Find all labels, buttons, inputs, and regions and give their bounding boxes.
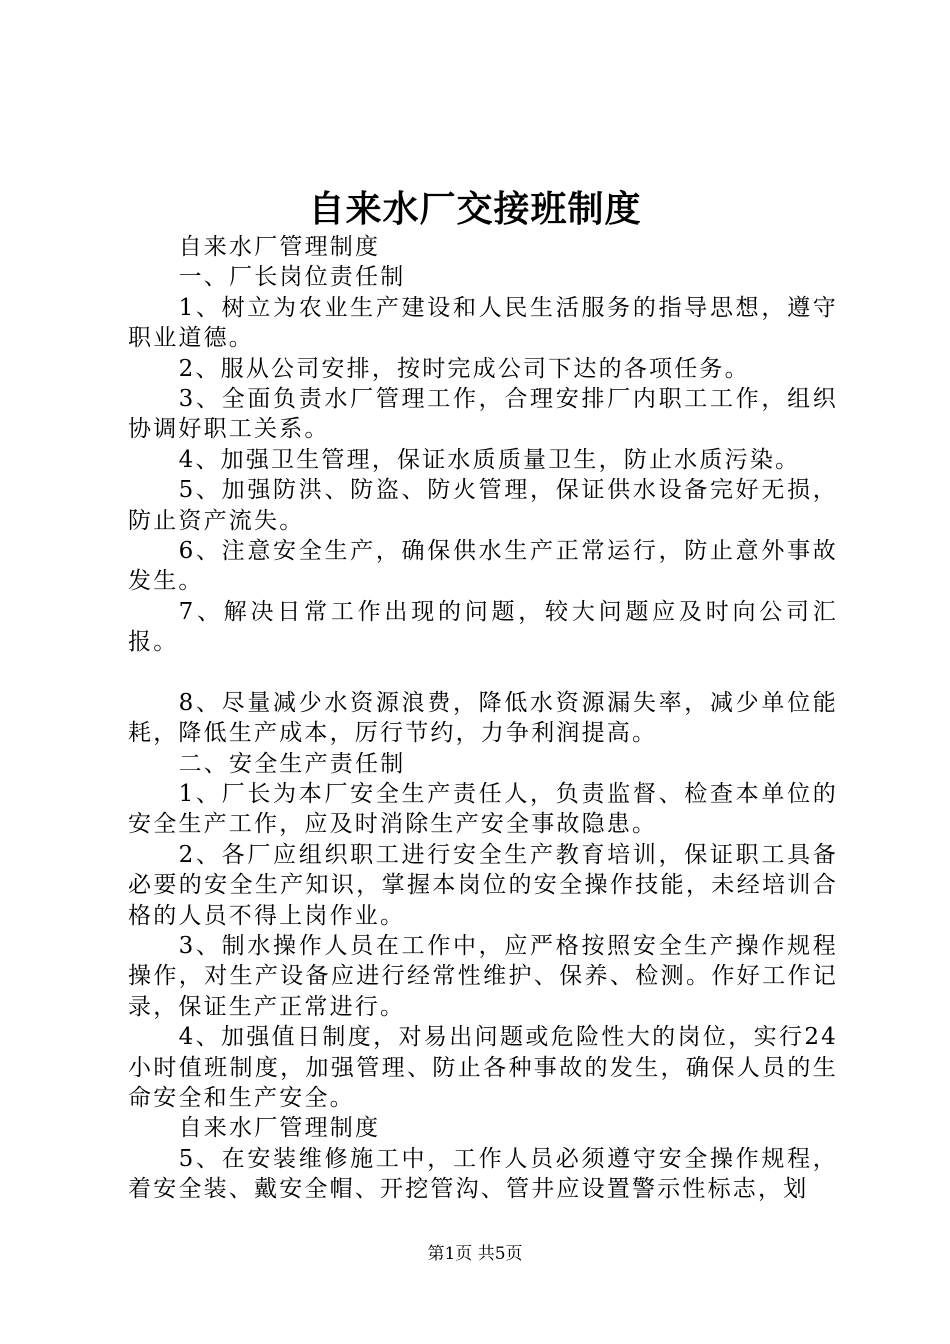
- paragraph-item: 5、在安装维修施工中，工作人员必须遵守安全操作规程，着安全装、戴安全帽、开挖管沟、管井应设置警示性标志，划: [128, 1145, 838, 1203]
- paragraph-heading-manual: 自来水厂管理制度: [178, 1115, 381, 1142]
- paragraph-item: 7、解决日常工作出现的问题，较大问题应及时向公司汇报。: [128, 598, 838, 656]
- paragraph-section-1-heading: 一、厂长岗位责任制: [178, 264, 406, 291]
- document-body: [128, 232, 838, 1205]
- paragraph-item: 8、尽量减少水资源浪费，降低水资源漏失率，减少单位能耗，降低生产成本，厉行节约，力争利润提高。: [128, 689, 838, 747]
- paragraph-section-2-heading: 二、安全生产责任制: [178, 750, 406, 777]
- paragraph-item: 1、树立为农业生产建设和人民生活服务的指导思想，遵守职业道德。: [128, 294, 838, 352]
- paragraph-item: 3、制水操作人员在工作中，应严格按照安全生产操作规程操作，对生产设备应进行经常性维护、保养、检测。作好工作记录，保证生产正常进行。: [128, 932, 838, 1020]
- paragraph-item: 2、服从公司安排，按时完成公司下达的各项任务。: [178, 355, 750, 382]
- paragraph-item: 2、各厂应组织职工进行安全生产教育培训，保证职工具备必要的安全生产知识，掌握本岗位的安全操作技能，未经培训合格的人员不得上岗作业。: [128, 841, 838, 929]
- page-footer: 第1页 共5页: [427, 1244, 523, 1264]
- paragraph-item: 3、全面负责水厂管理工作，合理安排厂内职工工作，组织协调好职工关系。: [128, 386, 838, 443]
- paragraph-heading-manual: 自来水厂管理制度: [178, 234, 381, 260]
- document-title: 自来水厂交接班制度: [308, 188, 642, 230]
- paragraph-item: 4、加强卫生管理，保证水质质量卫生，防止水质污染。: [178, 446, 801, 473]
- paragraph-item: 1、厂长为本厂安全生产责任人，负责监督、检查本单位的安全生产工作，应及时消除生产安全事故隐患。: [128, 780, 838, 838]
- paragraph-item: 6、注意安全生产，确保供水生产正常运行，防止意外事故发生。: [128, 538, 838, 595]
- paragraph-item: 4、加强值日制度，对易出问题或危险性大的岗位，实行24小时值班制度，加强管理、防止各种事故的发生，确保人员的生命安全和生产安全。: [128, 1024, 838, 1111]
- paragraph-item: 5、加强防洪、防盗、防火管理，保证供水设备完好无损，防止资产流失。: [128, 477, 838, 534]
